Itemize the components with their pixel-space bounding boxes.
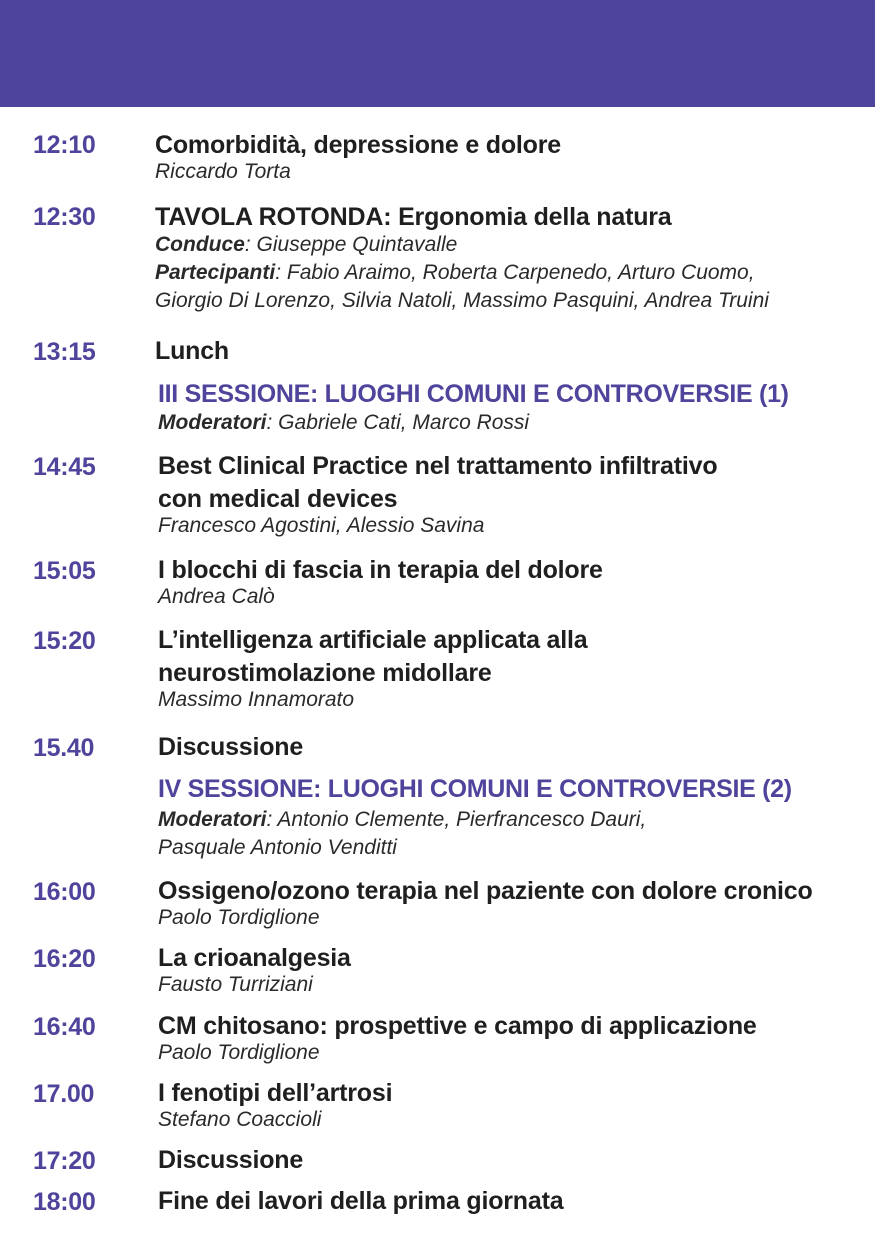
- session-title: III SESSIONE: LUOGHI COMUNI E CONTROVERSIE (1): [158, 380, 789, 408]
- item-speaker: Paolo Tordiglione: [158, 1041, 320, 1064]
- item-time: 16:00: [33, 878, 96, 906]
- item-title: Discussione: [158, 733, 304, 761]
- item-speaker: Andrea Calò: [158, 585, 275, 608]
- moderators-line: [158, 806, 646, 834]
- moderators-names: : Antonio Clemente, Pierfrancesco Dauri,: [266, 808, 647, 831]
- item-time: 15:20: [33, 627, 96, 655]
- conduce-name: : Giuseppe Quintavalle: [244, 233, 458, 256]
- item-title: L’intelligenza artificiale applicata alla: [158, 626, 588, 654]
- item-speaker: Fausto Turriziani: [158, 973, 313, 996]
- item-time: 12:30: [33, 203, 96, 231]
- item-title-cont: neurostimolazione midollare: [158, 659, 492, 687]
- partecipanti-names-cont: Giorgio Di Lorenzo, Silvia Natoli, Massimo Pasquini, Andrea Truini: [155, 289, 769, 312]
- item-speaker: Massimo Innamorato: [158, 688, 355, 711]
- item-time: 13:15: [33, 338, 96, 366]
- item-time: 16:20: [33, 945, 96, 973]
- item-title: TAVOLA ROTONDA: Ergonomia della natura: [155, 203, 672, 231]
- item-time: 18:00: [33, 1188, 96, 1216]
- item-time: 12:10: [33, 131, 96, 159]
- moderators-names-cont: Pasquale Antonio Venditti: [158, 836, 397, 859]
- item-title: CM chitosano: prospettive e campo di applicazione: [158, 1012, 757, 1040]
- item-speaker: Paolo Tordiglione: [158, 906, 320, 929]
- item-time: 14:45: [33, 453, 96, 481]
- partecipanti-names: : Fabio Araimo, Roberta Carpenedo, Arturo Cuomo,: [275, 261, 755, 284]
- moderators-label: Moderatori: [158, 411, 267, 434]
- session-title: IV SESSIONE: LUOGHI COMUNI E CONTROVERSIE (2): [158, 775, 792, 803]
- item-title: Fine dei lavori della prima giornata: [158, 1187, 564, 1215]
- item-speaker: Riccardo Torta: [155, 160, 291, 183]
- item-title: Ossigeno/ozono terapia nel paziente con dolore cronico: [158, 877, 813, 905]
- item-title-cont: con medical devices: [158, 485, 398, 513]
- partecipanti-label: Partecipanti: [155, 261, 276, 284]
- item-title: La crioanalgesia: [158, 944, 351, 972]
- partecipanti-line: [155, 259, 755, 287]
- item-title: Lunch: [155, 337, 229, 365]
- moderators-label: Moderatori: [158, 808, 267, 831]
- item-title: Best Clinical Practice nel trattamento infiltrativo: [158, 452, 718, 480]
- header-band: [0, 0, 875, 107]
- item-speaker: Stefano Coaccioli: [158, 1108, 322, 1131]
- conduce-line: [155, 231, 457, 259]
- item-time: 16:40: [33, 1013, 96, 1041]
- moderators-line: [158, 409, 529, 437]
- item-time: 15:05: [33, 557, 96, 585]
- item-title: I fenotipi dell’artrosi: [158, 1079, 393, 1107]
- item-title: I blocchi di fascia in terapia del dolore: [158, 556, 603, 584]
- item-title: Comorbidità, depressione e dolore: [155, 131, 561, 159]
- item-title: Discussione: [158, 1146, 304, 1174]
- conduce-label: Conduce: [155, 233, 245, 256]
- item-time: 15.40: [33, 734, 95, 762]
- moderators-names: : Gabriele Cati, Marco Rossi: [266, 411, 530, 434]
- item-time: 17:20: [33, 1147, 96, 1175]
- item-speaker: Francesco Agostini, Alessio Savina: [158, 514, 485, 537]
- item-time: 17.00: [33, 1080, 95, 1108]
